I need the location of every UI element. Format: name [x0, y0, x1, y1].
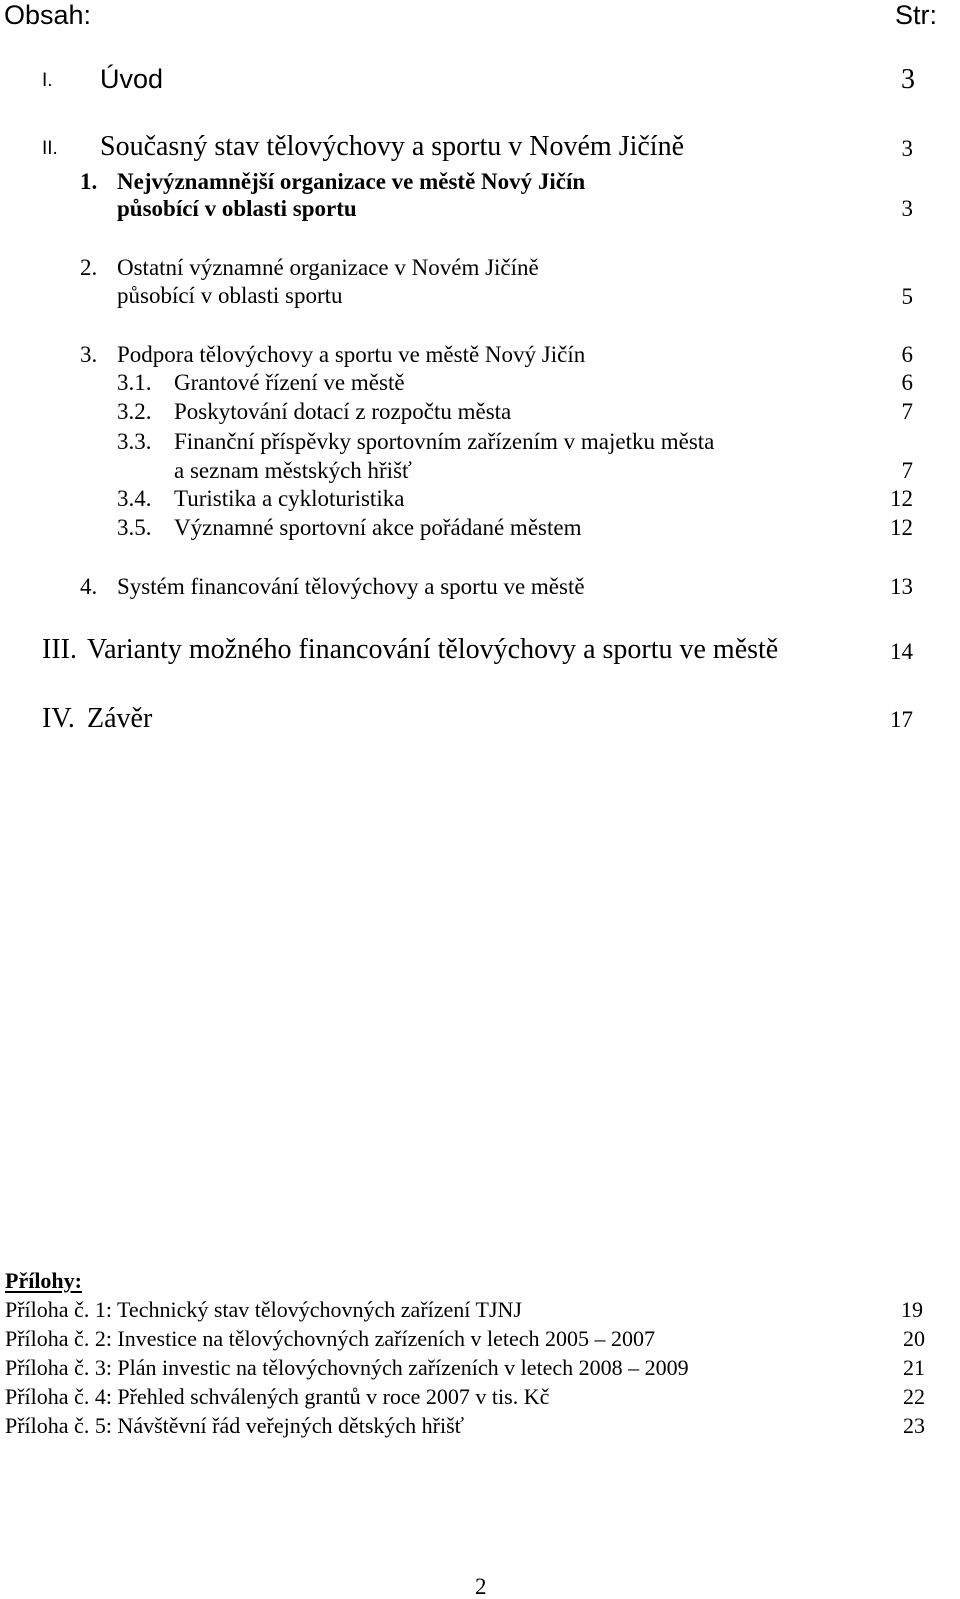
page-column-heading: Str: — [895, 0, 938, 30]
toc-title: Nejvýznamnější organizace ve městě Nový Jičín — [117, 169, 586, 194]
toc-number: I. — [42, 70, 53, 91]
appendix-page: 22 — [903, 1384, 925, 1409]
toc-title: Závěr — [87, 703, 153, 734]
appendix-page: 20 — [903, 1326, 925, 1351]
toc-number: 3.3. — [117, 429, 152, 454]
appendix-title: Příloha č. 2: Investice na tělovýchovných zařízeních v letech 2005 – 2007 — [5, 1326, 656, 1351]
toc-title-continued: a seznam městských hřišť — [174, 458, 412, 483]
toc-number: 2. — [80, 255, 98, 280]
toc-page: 6 — [901, 370, 913, 395]
toc-page: 12 — [890, 486, 913, 511]
toc-title-continued: působící v oblasti sportu — [117, 196, 357, 221]
page-number: 2 — [475, 1574, 487, 1599]
appendix-title: Příloha č. 4: Přehled schválených grantů v roce 2007 v tis. Kč — [5, 1384, 550, 1409]
toc-title: Ostatní významné organizace v Novém Jičíně — [117, 255, 539, 280]
toc-title: Poskytování dotací z rozpočtu města — [174, 399, 512, 424]
toc-title: Finanční příspěvky sportovním zařízením v majetku města — [174, 429, 715, 454]
appendices-heading — [5, 1270, 82, 1292]
toc-number: III. — [42, 634, 77, 665]
toc-page: 7 — [901, 458, 913, 483]
toc-page: 14 — [890, 639, 913, 664]
toc-number: 1. — [80, 169, 98, 194]
appendix-page: 23 — [903, 1413, 925, 1438]
appendix-title: Příloha č. 3: Plán investic na tělovýchovných zařízeních v letech 2008 – 2009 — [5, 1355, 689, 1380]
appendix-title: Příloha č. 5: Návštěvní řád veřejných dětských hřišť — [5, 1413, 465, 1438]
toc-number: II. — [42, 138, 58, 159]
toc-number: 3.2. — [117, 399, 152, 424]
toc-title-continued: působící v oblasti sportu — [117, 283, 343, 308]
toc-page: 3 — [901, 196, 913, 221]
toc-title: Současný stav tělovýchovy a sportu v Novém Jičíně — [100, 131, 685, 162]
toc-title: Varianty možného financování tělovýchovy a sportu ve městě — [87, 634, 779, 665]
contents-heading: Obsah: — [4, 0, 92, 30]
toc-title: Turistika a cykloturistika — [174, 486, 405, 511]
toc-page: 17 — [890, 707, 913, 732]
appendix-page: 21 — [903, 1355, 925, 1380]
toc-page: 12 — [890, 515, 913, 540]
toc-number: 3. — [80, 342, 98, 367]
toc-number: IV. — [42, 703, 75, 734]
toc-number: 4. — [80, 574, 98, 599]
toc-page: 7 — [901, 399, 913, 424]
toc-page: 3 — [901, 64, 915, 95]
toc-title: Významné sportovní akce pořádané městem — [174, 515, 582, 540]
toc-number: 3.1. — [117, 370, 152, 395]
toc-page: 13 — [890, 574, 913, 599]
toc-page: 6 — [901, 342, 913, 367]
toc-page: 3 — [901, 136, 913, 161]
appendix-page: 19 — [901, 1297, 923, 1322]
toc-title: Grantové řízení ve městě — [174, 370, 405, 395]
toc-page: 5 — [901, 284, 913, 309]
appendices-heading-text: Přílohy: — [5, 1268, 82, 1293]
toc-number: 3.4. — [117, 486, 152, 511]
toc-title: Úvod — [100, 64, 164, 94]
toc-title: Podpora tělovýchovy a sportu ve městě Nový Jičín — [117, 342, 586, 367]
appendix-title: Příloha č. 1: Technický stav tělovýchovných zařízení TJNJ — [5, 1297, 522, 1322]
toc-title: Systém financování tělovýchovy a sportu ve městě — [117, 574, 585, 599]
toc-number: 3.5. — [117, 515, 152, 540]
